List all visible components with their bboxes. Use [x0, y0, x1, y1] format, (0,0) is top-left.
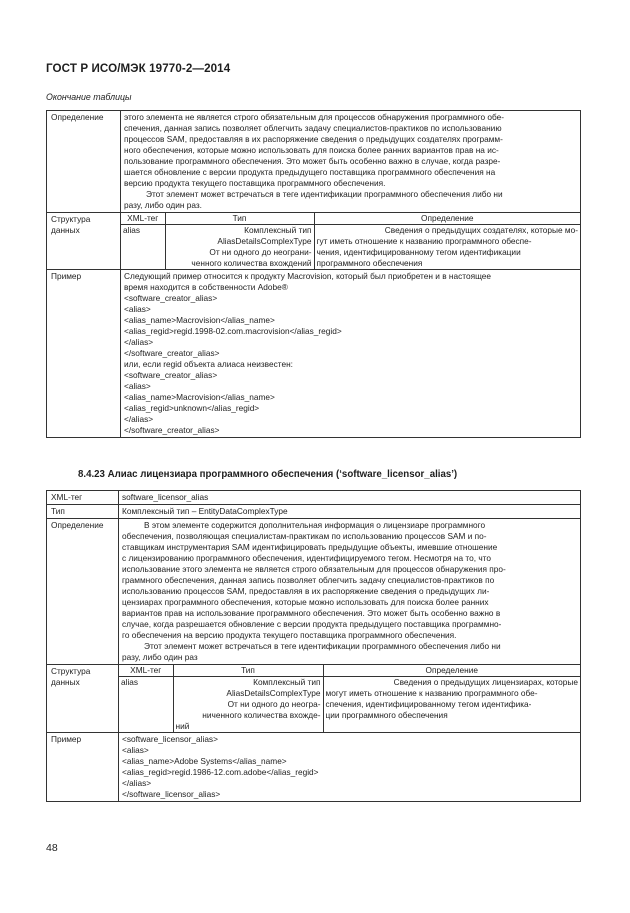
definition-line: использование этого элемента не является строго обязательным для процессов обнаружения про-: [122, 564, 506, 574]
code-line: </software_creator_alias>: [124, 425, 220, 435]
structure-row: [47, 213, 581, 270]
type-row: [47, 505, 581, 519]
type-label: Тип: [47, 505, 119, 519]
example-content: [119, 733, 581, 802]
definition-note: разу, либо один раз.: [124, 200, 202, 210]
definition-line: случае, когда разрешается обновление с версии продукта предыдущего поставщика программно-: [122, 619, 502, 629]
example-intro-line: Следующий пример относится к продукту Macrovision, который был приобретен и в настоящее: [124, 271, 492, 281]
definition-label: Определение: [47, 111, 121, 213]
type-line: Комплексный тип: [253, 677, 321, 687]
code-line: </software_licensor_alias>: [122, 789, 221, 799]
def-line: чения, идентифицированному тегом идентификации: [316, 247, 521, 257]
example-row: [47, 733, 581, 802]
section-heading: 8.4.23 Алиас лицензиара программного обеспечения (‘software_licensor_alias’): [78, 469, 458, 480]
def-line: ции программного обеспечения: [325, 710, 448, 720]
structure-subtable: [119, 665, 580, 732]
definition-line: использованию процессов SAM, предоставляя в их распоряжение сведения о предыдущих ли-: [122, 586, 490, 596]
definition-text: [121, 111, 581, 213]
code-line: </software_creator_alias>: [124, 348, 220, 358]
col-header-xml-tag: XML-тег: [119, 665, 173, 677]
structure-label: [47, 665, 119, 733]
definition-line: процессов SAM, предоставляя в их распоряжение сведения о предыдущих создателях программ-: [124, 134, 503, 144]
structure-label: [47, 213, 121, 270]
definition-line: вариантов прав на использование программного обеспечения. Это может быть особенно важно в: [122, 608, 501, 618]
structure-data-row: [121, 225, 580, 270]
definition-line: обеспечения, позволяющая специалистам-практикам по использованию процессов SAM и по-: [122, 531, 487, 541]
definition-note: Этот элемент может встречаться в теге идентификации программного обеспечения либо ни: [146, 189, 503, 199]
xml-tag-value: software_licensor_alias: [119, 491, 581, 505]
definition-text: [119, 519, 581, 665]
alias-type-cell: [173, 677, 323, 733]
structure-label-line: Структура: [51, 214, 91, 224]
definition-line: с лицензированию программного обеспечения, идентифицируемого тегом. Несмотря на то, что: [122, 553, 492, 563]
code-line: </alias>: [124, 414, 154, 424]
example-row: [47, 270, 581, 438]
type-line: От ни одного до неогра-: [227, 699, 321, 709]
structure-label-line: данных: [51, 677, 80, 687]
type-line: AliasDetailsComplexType: [226, 688, 321, 698]
table-continuation-label: Окончание таблицы: [46, 92, 132, 102]
type-value: Комплексный тип – EntityDataComplexType: [119, 505, 581, 519]
type-line: AliasDetailsComplexType: [217, 236, 312, 246]
definition-line: ставщикам инструментария SAM идентифицировать предыдущие объекты, имевшие отношение: [122, 542, 498, 552]
structure-row: [47, 665, 581, 733]
code-line: <software_licensor_alias>: [122, 734, 218, 744]
example-or-line: или, если regid объекта алиаса неизвестен:: [124, 359, 293, 369]
def-line: Сведения о предыдущих лицензиарах, которые: [393, 677, 578, 687]
col-header-type: Тип: [165, 213, 314, 225]
structure-subtable: [121, 213, 580, 269]
code-line: <alias>: [124, 381, 151, 391]
def-line: Сведения о предыдущих создателях, которые мо-: [384, 225, 578, 235]
code-line: </alias>: [124, 337, 154, 347]
def-line: спечения, идентифицированному тегом идентифика-: [325, 699, 532, 709]
definition-line: го обеспечения на версию продукта текущего поставщика программного обеспечения.: [122, 630, 457, 640]
alias-table-continued: [46, 110, 581, 438]
col-header-definition: Определение: [314, 213, 580, 225]
code-line: <alias>: [122, 745, 149, 755]
alias-def-cell: [323, 677, 580, 733]
type-line: Комплексный тип: [244, 225, 312, 235]
structure-data-row: [119, 677, 580, 733]
definition-line: цензиарах программного обеспечения, которые можно использовать для поиска более ранних: [122, 597, 489, 607]
definition-row: [47, 111, 581, 213]
page-number: 48: [46, 842, 58, 854]
definition-line: ного обеспечения, которые можно использовать для поиска более ранних вариантов прав на ис-: [124, 145, 499, 155]
code-line: <alias_name>Macrovision</alias_name>: [124, 315, 275, 325]
structure-label-line: Структура: [51, 666, 91, 676]
col-header-definition: Определение: [323, 665, 580, 677]
code-line: </alias>: [122, 778, 152, 788]
type-line: От ни одного до неограни-: [209, 247, 312, 257]
definition-note: разу, либо один раз: [122, 652, 198, 662]
definition-line: граммного обеспечения, данная запись позволяет облегчить задачу специалистов-практиков по: [122, 575, 495, 585]
example-label: Пример: [47, 733, 119, 802]
definition-line: версию продукта текущего поставщика программного обеспечения.: [124, 178, 386, 188]
col-header-type: Тип: [173, 665, 323, 677]
def-line: могут иметь отношение к названию программного обе-: [325, 688, 538, 698]
structure-label-line: данных: [51, 225, 80, 235]
code-line: <alias_regid>regid.1986-12.com.adobe</alias_regid>: [122, 767, 319, 777]
alias-type-cell: [165, 225, 314, 270]
document-header: ГОСТ Р ИСО/МЭК 19770-2—2014: [46, 62, 231, 75]
type-line: ченного количества вхождений: [191, 258, 312, 268]
code-line: <alias_regid>unknown</alias_regid>: [124, 403, 260, 413]
col-header-xml-tag: XML-тег: [121, 213, 165, 225]
type-line: ний: [175, 721, 190, 731]
type-line: ниченного количества вхожде-: [202, 710, 321, 720]
alias-def-cell: [314, 225, 580, 270]
structure-header-row: [119, 665, 580, 677]
structure-header-row: [121, 213, 580, 225]
definition-line: спечения, данная запись позволяет облегчить задачу специалистов-практиков по использованию: [124, 123, 502, 133]
def-line: программного обеспечения: [316, 258, 423, 268]
definition-note: Этот элемент может встречаться в теге идентификации программного обеспечения либо ни: [144, 641, 501, 651]
alias-tag-cell: alias: [123, 225, 141, 235]
licensor-alias-table: [46, 490, 581, 802]
definition-label: Определение: [47, 519, 119, 665]
code-line: <alias>: [124, 304, 151, 314]
definition-line: этого элемента не является строго обязательным для процессов обнаружения программного обе-: [124, 112, 505, 122]
code-line: <alias_name>Macrovision</alias_name>: [124, 392, 275, 402]
example-label: Пример: [47, 270, 121, 438]
code-line: <alias_regid>regid.1998-02.com.macrovision</alias_regid>: [124, 326, 342, 336]
code-line: <software_creator_alias>: [124, 370, 218, 380]
code-line: <alias_name>Adobe Systems</alias_name>: [122, 756, 287, 766]
xml-tag-label: XML-тег: [47, 491, 119, 505]
example-content: [121, 270, 581, 438]
xml-tag-row: [47, 491, 581, 505]
example-intro-line: время находится в собственности Adobe®: [124, 282, 288, 292]
code-line: <software_creator_alias>: [124, 293, 218, 303]
alias-tag-cell: alias: [121, 677, 139, 687]
def-line: гут иметь отношение к названию программного обеспе-: [316, 236, 532, 246]
definition-line: шается обновление с версии продукта предыдущего поставщика программного обеспечения на: [124, 167, 496, 177]
definition-line: пользование программного обеспечения. Это может быть особенно важно в случае, когда разре-: [124, 156, 501, 166]
definition-row: [47, 519, 581, 665]
definition-line: В этом элементе содержится дополнительная информация о лицензиаре программного: [144, 520, 486, 530]
